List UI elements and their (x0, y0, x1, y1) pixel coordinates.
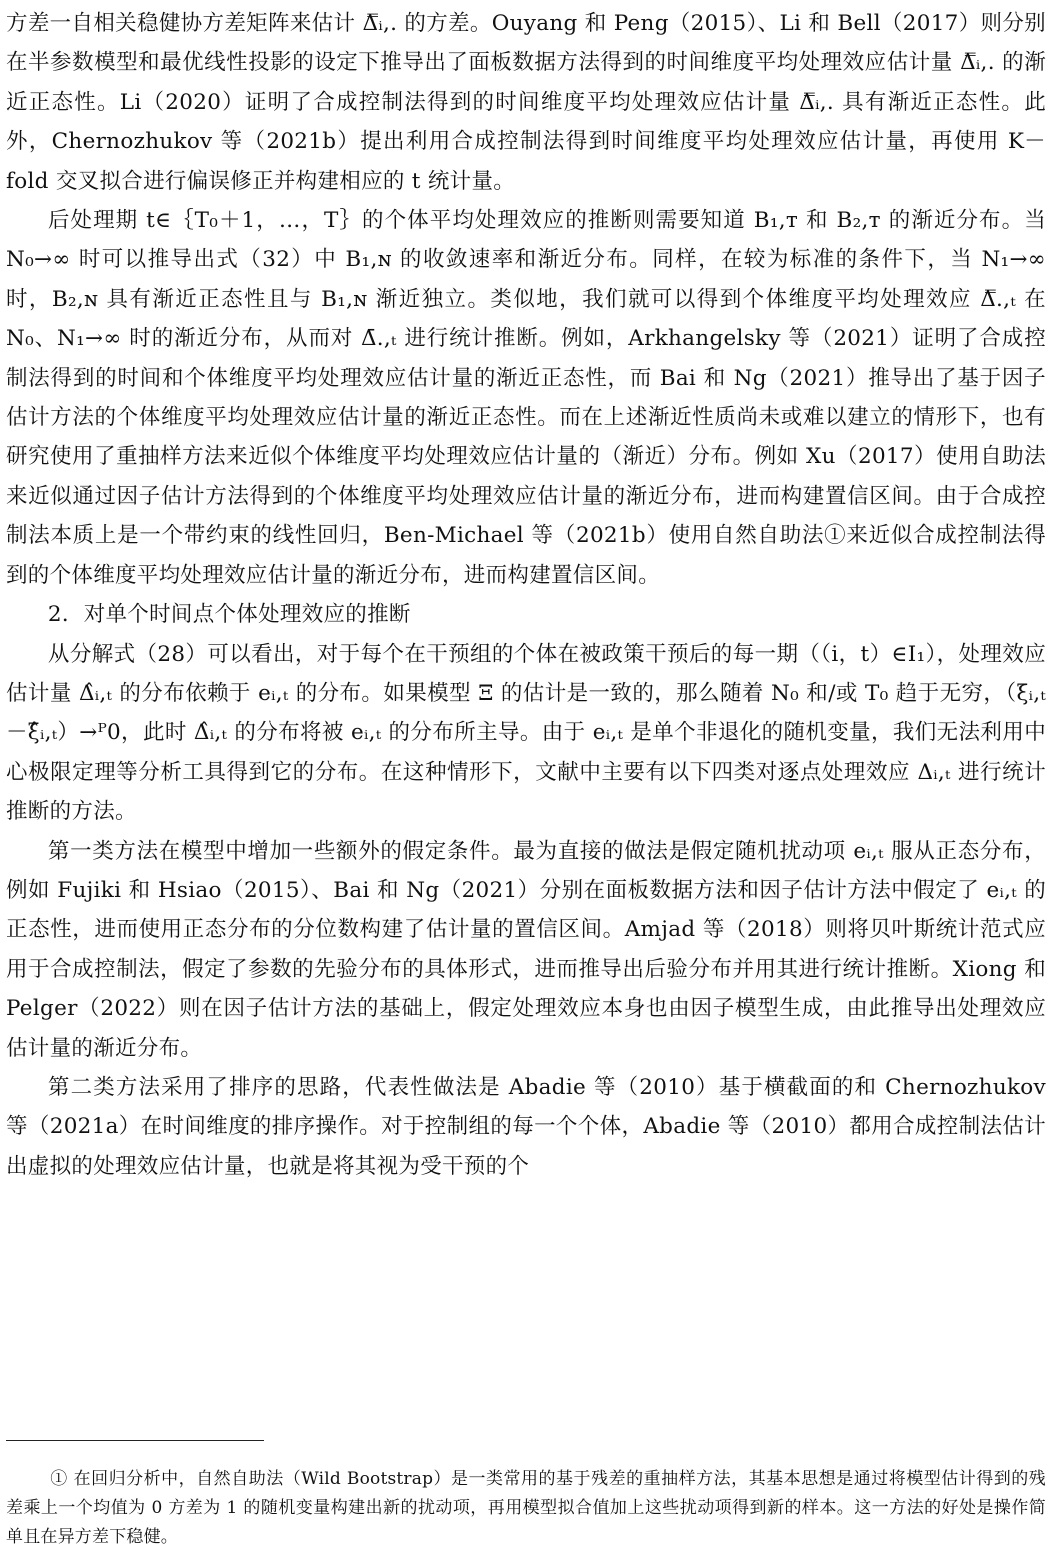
footnote (6, 1465, 1046, 1552)
paragraph-method-two: 第二类方法采用了排序的思路，代表性做法是 Abadie 等（2010）基于横截面的和 Chernozhukov 等（2021a）在时间维度的排序操作。对于控制组的每一个个体，Abadie 等（2010）都用合成控制法估计出虚拟的处理效应估计量，也就是将其视为受干预的个 (6, 1074, 1046, 1179)
paragraph-method-one: 第一类方法在模型中增加一些额外的假定条件。最为直接的做法是假定随机扰动项 eᵢ,ₜ 服从正态分布，例如 Fujiki 和 Hsiao（2015）、Bai 和 Ng（2021）分别在面板数据方法和因子估计方法中假定了 eᵢ,ₜ 的正态性，进而使用正态分布的分位数构建了估计量的置信区间。Amjad 等（2018）则将贝叶斯统计范式应用于合成控制法，假定了参数的先验分布的具体形式，进而推导出后验分布并用其进行统计推断。Xiong 和 Pelger（2022）则在因子估计方法的基础上，假定处理效应本身也由因子模型生成，由此推导出处理效应估计量的渐近分布。 (6, 838, 1046, 1061)
paragraph-continued: 方差一自相关稳健协方差矩阵来估计 Δ̿ᵢ,. 的方差。Ouyang 和 Peng（2015）、Li 和 Bell（2017）则分别在半参数模型和最优线性投影的设定下推导出了面板数据方法得到的时间维度平均处理效应估计量 Δ̿ᵢ,. 的渐近正态性。Li（2020）证明了合成控制法得到的时间维度平均处理效应估计量 Δ̿ᵢ,. 具有渐近正态性。此外，Chernozhukov 等（2021b）提出利用合成控制法得到时间维度平均处理效应估计量，再使用 K－fold 交叉拟合进行偏误修正并构建相应的 t 统计量。 (6, 11, 1046, 194)
body-text (6, 4, 1046, 1186)
footnote-rule (6, 1440, 264, 1441)
paragraph-individual-inference: 后处理期 t∈｛T₀＋1，…，T｝的个体平均处理效应的推断则需要知道 B₁,ᴛ 和 B₂,ᴛ 的渐近分布。当 N₀→∞ 时可以推导出式（32）中 B₁,ɴ 的收敛速率和渐近分布。同样，在较为标准的条件下，当 N₁→∞ 时，B₂,ɴ 具有渐近正态性且与 B₁,ɴ 渐近独立。类似地，我们就可以得到个体维度平均处理效应 Δ̿.,ₜ 在 N₀、N₁→∞ 时的渐近分布，从而对 Δ̄.,ₜ 进行统计推断。例如，Arkhangelsky 等（2021）证明了合成控制法得到的时间和个体维度平均处理效应估计量的渐近正态性，而 Bai 和 Ng（2021）推导出了基于因子估计方法的个体维度平均处理效应估计量的渐近正态性。而在上述渐近性质尚未或难以建立的情形下，也有研究使用了重抽样方法来近似个体维度平均处理效应估计量的（渐近）分布。例如 Xu（2017）使用自助法来近似通过因子估计方法得到的个体维度平均处理效应估计量的渐近分布，进而构建置信区间。由于合成控制法本质上是一个带约束的线性回归，Ben-Michael 等（2021b）使用自然自助法①来近似合成控制法得到的个体维度平均处理效应估计量的渐近分布，进而构建置信区间。 (6, 208, 1046, 588)
section-heading: 2．对单个时间点个体处理效应的推断 (47, 602, 411, 628)
footnote-text: ① 在回归分析中，自然自助法（Wild Bootstrap）是一类常用的基于残差的重抽样方法，其基本思想是通过将模型估计得到的残差乘上一个均值为 0 方差为 1 的随机变量构建出新的扰动项，再用模型拟合值加上这些扰动项得到新的样本。这一方法的好处是操作简单且在异方差下稳健。 (6, 1469, 1046, 1547)
paragraph-pointwise-decomposition: 从分解式（28）可以看出，对于每个在干预组的个体在被政策干预后的每一期（（i，t）∈I₁），处理效应估计量 Δ̂ᵢ,ₜ 的分布依赖于 eᵢ,ₜ 的分布。如果模型 Ξ 的估计是一致的，那么随着 N₀ 和/或 T₀ 趋于无穷，（ξᵢ,ₜ－ξ̂ᵢ,ₜ）→ᴾ0，此时 Δ̂ᵢ,ₜ 的分布将被 eᵢ,ₜ 的分布所主导。由于 eᵢ,ₜ 是单个非退化的随机变量，我们无法利用中心极限定理等分析工具得到它的分布。在这种情形下，文献中主要有以下四类对逐点处理效应 Δᵢ,ₜ 进行统计推断的方法。 (6, 641, 1046, 825)
